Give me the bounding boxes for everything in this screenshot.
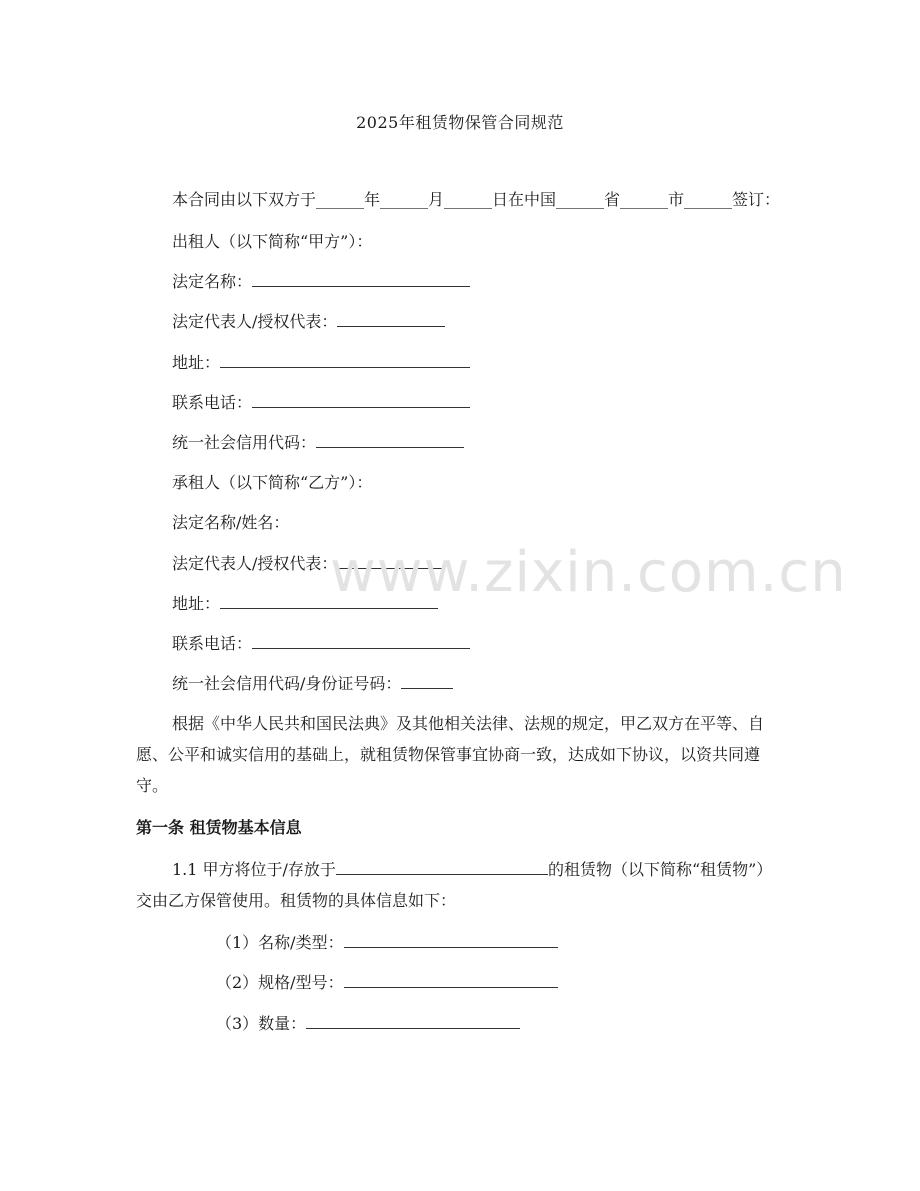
lessor-heading: 出租人（以下简称“甲方”）： [172,232,373,251]
clause-1-1-prefix: 1.1 甲方将位于/存放于 [172,860,336,880]
lessor-phone-label: 联系电话： [172,392,253,412]
lessor-name-label: 法定名称： [172,272,253,292]
lessee-rep-field [136,548,786,579]
item-name-type-blank[interactable] [344,929,558,948]
lessee-heading: 承租人（以下简称“乙方”）： [172,473,373,493]
lessor-address-blank[interactable] [220,349,470,368]
clause-1-1-suffix: 的租赁物（以下简称“租赁物”）交由乙方保管使用。租赁物的具体信息如下： [136,860,773,911]
lessor-address-label: 地址： [172,352,221,372]
lessee-address-label: 地址： [172,593,221,613]
lessor-address-field [136,347,786,378]
lessee-address-blank[interactable] [220,590,438,609]
lessor-rep-label: 法定代表人/授权代表： [172,312,338,332]
lessee-address-field [136,588,786,619]
lessee-rep-blank[interactable] [337,550,445,569]
lessee-credit-label: 统一社会信用代码/身份证号码： [172,674,402,694]
lessor-phone-field [136,387,786,418]
clause-1-1 [136,854,786,916]
lessor-credit-field [136,427,786,458]
item-quantity-label: （3）数量： [216,1013,307,1033]
lessor-phone-blank[interactable] [252,389,470,408]
lessee-phone-field [136,628,786,659]
intro-paragraph: 本合同由以下双方于______年______月______日在中国______省______市______签订： [172,190,781,209]
document-title: 2025年租赁物保管合同规范 [356,113,564,132]
document-body [136,184,786,1039]
lessee-name-field [136,507,786,538]
lessor-rep-blank[interactable] [337,308,445,327]
item-spec-model [136,967,786,998]
lessor-rep-field [136,306,786,337]
lessee-credit-field [136,668,786,699]
watermark: www.zixin.com.cn [330,540,847,605]
storage-location-blank[interactable] [336,856,548,875]
lessee-phone-label: 联系电话： [172,633,253,653]
lessee-rep-label: 法定代表人/授权代表： [172,553,338,573]
legal-basis-paragraph: 根据《中华人民共和国民法典》及其他相关法律、法规的规定，甲乙双方在平等、自愿、公平和诚实信用的基础上，就租赁物保管事宜协商一致，达成如下协议，以资共同遵守。 [136,714,765,796]
item-quantity-blank[interactable] [306,1010,520,1029]
item-spec-model-label: （2）规格/型号： [216,973,344,993]
item-name-type [136,927,786,958]
item-spec-model-blank[interactable] [344,969,558,988]
lessee-credit-blank[interactable] [401,670,453,689]
item-quantity [136,1008,786,1039]
lessor-name-blank[interactable] [252,268,470,287]
lessee-name-label: 法定名称/姓名： [172,513,290,533]
lessor-credit-label: 统一社会信用代码： [172,432,317,452]
lessor-name-field [136,266,786,297]
article1-heading: 第一条 租赁物基本信息 [136,818,302,838]
lessee-phone-blank[interactable] [252,630,470,649]
item-name-type-label: （1）名称/类型： [216,933,344,953]
lessor-credit-blank[interactable] [316,429,464,448]
